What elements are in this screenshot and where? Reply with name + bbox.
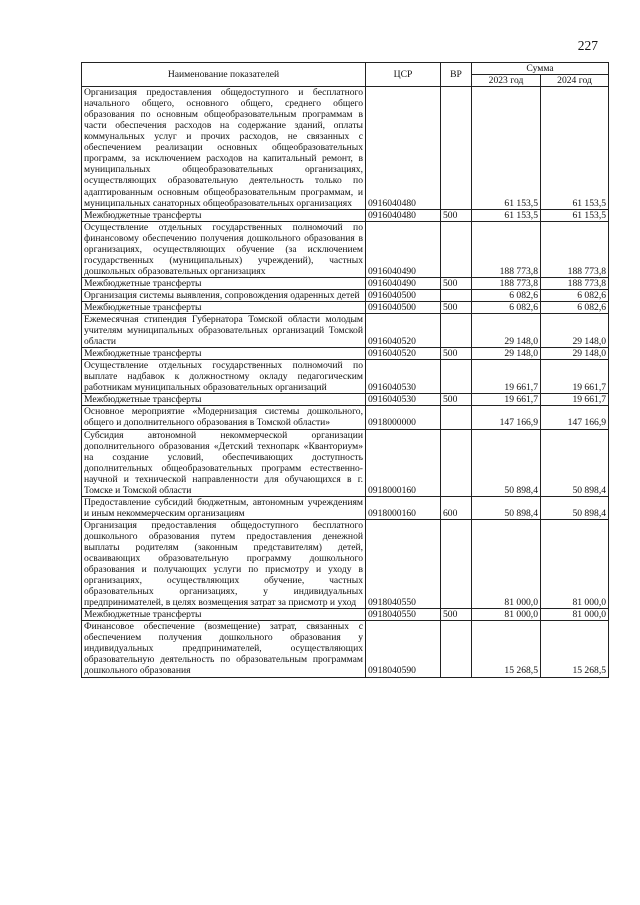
- table-row: [82, 519, 609, 608]
- row-sum-2023: 19 661,7: [472, 394, 541, 406]
- row-sum-2024: 50 898,4: [541, 496, 609, 519]
- header-year-2023: 2023 год: [472, 75, 541, 87]
- row-csr: 0918000160: [366, 496, 441, 519]
- row-sum-2023: 188 773,8: [472, 221, 541, 277]
- header-year-2024: 2024 год: [541, 75, 609, 87]
- row-sum-2023: 50 898,4: [472, 429, 541, 496]
- row-name: Межбюджетные трансферты: [82, 348, 366, 360]
- table-row: [82, 406, 609, 429]
- row-sum-2023: 81 000,0: [472, 609, 541, 621]
- table-row: [82, 621, 609, 677]
- row-sum-2024: 19 661,7: [541, 394, 609, 406]
- row-csr: 0916040480: [366, 87, 441, 210]
- row-csr: 0916040490: [366, 221, 441, 277]
- table-row: [82, 314, 609, 348]
- row-vr: 500: [441, 277, 472, 289]
- row-vr: 500: [441, 394, 472, 406]
- row-sum-2023: 50 898,4: [472, 496, 541, 519]
- row-vr: [441, 519, 472, 608]
- row-csr: 0916040500: [366, 289, 441, 301]
- row-name: Осуществление отдельных государственных полномочий по выплате надбавок к должностному окладу педагогическим работникам муниципальных образовательных организаций: [82, 360, 366, 394]
- row-sum-2024: 188 773,8: [541, 277, 609, 289]
- row-sum-2024: 6 082,6: [541, 289, 609, 301]
- row-sum-2024: 50 898,4: [541, 429, 609, 496]
- row-sum-2024: 29 148,0: [541, 314, 609, 348]
- row-vr: 500: [441, 301, 472, 313]
- row-csr: 0918040550: [366, 609, 441, 621]
- page-number: 227: [577, 38, 598, 53]
- row-vr: [441, 289, 472, 301]
- row-sum-2023: 147 166,9: [472, 406, 541, 429]
- header-csr: ЦСР: [366, 63, 441, 87]
- row-csr: 0918000000: [366, 406, 441, 429]
- row-name: Организация предоставления общедоступного бесплатного дошкольного образования путем предоставления денежной выплаты родителям (законным представителям) детей, осваивающих образовательную программу дошкольного образования и получающих услуги по присмотру и уходу в организациях, осуществляющих обучение, частных образовательных организациях, у индивидуальных предпринимателей, в целях возмещения затрат за присмотр и уход: [82, 519, 366, 608]
- row-vr: [441, 360, 472, 394]
- row-sum-2023: 6 082,6: [472, 289, 541, 301]
- table-row: [82, 348, 609, 360]
- row-vr: [441, 429, 472, 496]
- table-row: [82, 394, 609, 406]
- row-sum-2024: 61 153,5: [541, 87, 609, 210]
- row-vr: 500: [441, 209, 472, 221]
- row-csr: 0916040500: [366, 301, 441, 313]
- row-name: Основное мероприятие «Модернизация системы дошкольного, общего и дополнительного образования в Томской области»: [82, 406, 366, 429]
- row-sum-2024: 188 773,8: [541, 221, 609, 277]
- row-name: Ежемесячная стипендия Губернатора Томской области молодым учителям муниципальных образовательных организаций Томской области: [82, 314, 366, 348]
- row-name: Межбюджетные трансферты: [82, 609, 366, 621]
- row-csr: 0916040530: [366, 360, 441, 394]
- row-vr: [441, 87, 472, 210]
- row-csr: 0916040520: [366, 348, 441, 360]
- row-sum-2023: 6 082,6: [472, 301, 541, 313]
- row-name: Межбюджетные трансферты: [82, 394, 366, 406]
- row-csr: 0918040590: [366, 621, 441, 677]
- row-vr: [441, 621, 472, 677]
- row-sum-2024: 147 166,9: [541, 406, 609, 429]
- row-sum-2023: 19 661,7: [472, 360, 541, 394]
- row-name: Организация предоставления общедоступного и бесплатного начального общего, основного общего, среднего общего образования по основным общеобразовательным программам в части обеспечения расходов на содержание зданий, оплаты коммунальных услуг и прочих расходов, не связанных с обеспечением реализации основных общеобразовательных программ, за исключением расходов на капитальный ремонт, в муниципальных общеобразовательных организациях, осуществляющих образовательную деятельность только по адаптированным основным общеобразовательным программам, и муниципальных санаторных общеобразовательных организациях: [82, 87, 366, 210]
- row-vr: 500: [441, 348, 472, 360]
- row-name: Организация системы выявления, сопровождения одаренных детей: [82, 289, 366, 301]
- header-name: Наименование показателей: [82, 63, 366, 87]
- row-vr: 600: [441, 496, 472, 519]
- row-csr: 0916040530: [366, 394, 441, 406]
- row-sum-2024: 29 148,0: [541, 348, 609, 360]
- row-name: Предоставление субсидий бюджетным, автономным учреждениям и иным некоммерческим организациям: [82, 496, 366, 519]
- table-row: [82, 221, 609, 277]
- header-vr: ВР: [441, 63, 472, 87]
- row-csr: 0916040480: [366, 209, 441, 221]
- table-row: [82, 277, 609, 289]
- header-sum: Сумма: [472, 63, 609, 75]
- row-name: Межбюджетные трансферты: [82, 301, 366, 313]
- row-sum-2024: 61 153,5: [541, 209, 609, 221]
- table-row: [82, 87, 609, 210]
- table-row: [82, 429, 609, 496]
- table-row: [82, 289, 609, 301]
- row-sum-2024: 15 268,5: [541, 621, 609, 677]
- row-sum-2023: 15 268,5: [472, 621, 541, 677]
- row-sum-2023: 61 153,5: [472, 87, 541, 210]
- table-row: [82, 496, 609, 519]
- row-name: Финансовое обеспечение (возмещение) затрат, связанных с обеспечением получения дошкольного образования у индивидуальных предпринимателей, осуществляющих образовательную деятельность по образовательным программам дошкольного образования: [82, 621, 366, 677]
- row-sum-2023: 81 000,0: [472, 519, 541, 608]
- row-sum-2024: 19 661,7: [541, 360, 609, 394]
- row-sum-2023: 29 148,0: [472, 314, 541, 348]
- row-csr: 0916040520: [366, 314, 441, 348]
- row-csr: 0916040490: [366, 277, 441, 289]
- table-row: [82, 209, 609, 221]
- row-sum-2024: 6 082,6: [541, 301, 609, 313]
- row-name: Субсидия автономной некоммерческой организации дополнительного образования «Детский технопарк «Кванториум» на создание условий, обеспечивающих доступность дополнительных общеобразовательных программ естественно-научной и технической направленности для обучающихся в г. Томске и Томской области: [82, 429, 366, 496]
- table-row: [82, 360, 609, 394]
- row-name: Осуществление отдельных государственных полномочий по финансовому обеспечению получения дошкольного образования в организациях, осуществляющих обучение (за исключением государственных (муниципальных) учреждений), частных дошкольных образовательных организациях: [82, 221, 366, 277]
- table-row: [82, 301, 609, 313]
- budget-table: [81, 62, 609, 678]
- row-vr: [441, 221, 472, 277]
- row-vr: 500: [441, 609, 472, 621]
- row-vr: [441, 406, 472, 429]
- row-vr: [441, 314, 472, 348]
- row-sum-2023: 188 773,8: [472, 277, 541, 289]
- row-name: Межбюджетные трансферты: [82, 277, 366, 289]
- row-sum-2023: 61 153,5: [472, 209, 541, 221]
- row-csr: 0918000160: [366, 429, 441, 496]
- row-sum-2024: 81 000,0: [541, 519, 609, 608]
- row-csr: 0918040550: [366, 519, 441, 608]
- table-row: [82, 609, 609, 621]
- row-sum-2024: 81 000,0: [541, 609, 609, 621]
- row-name: Межбюджетные трансферты: [82, 209, 366, 221]
- row-sum-2023: 29 148,0: [472, 348, 541, 360]
